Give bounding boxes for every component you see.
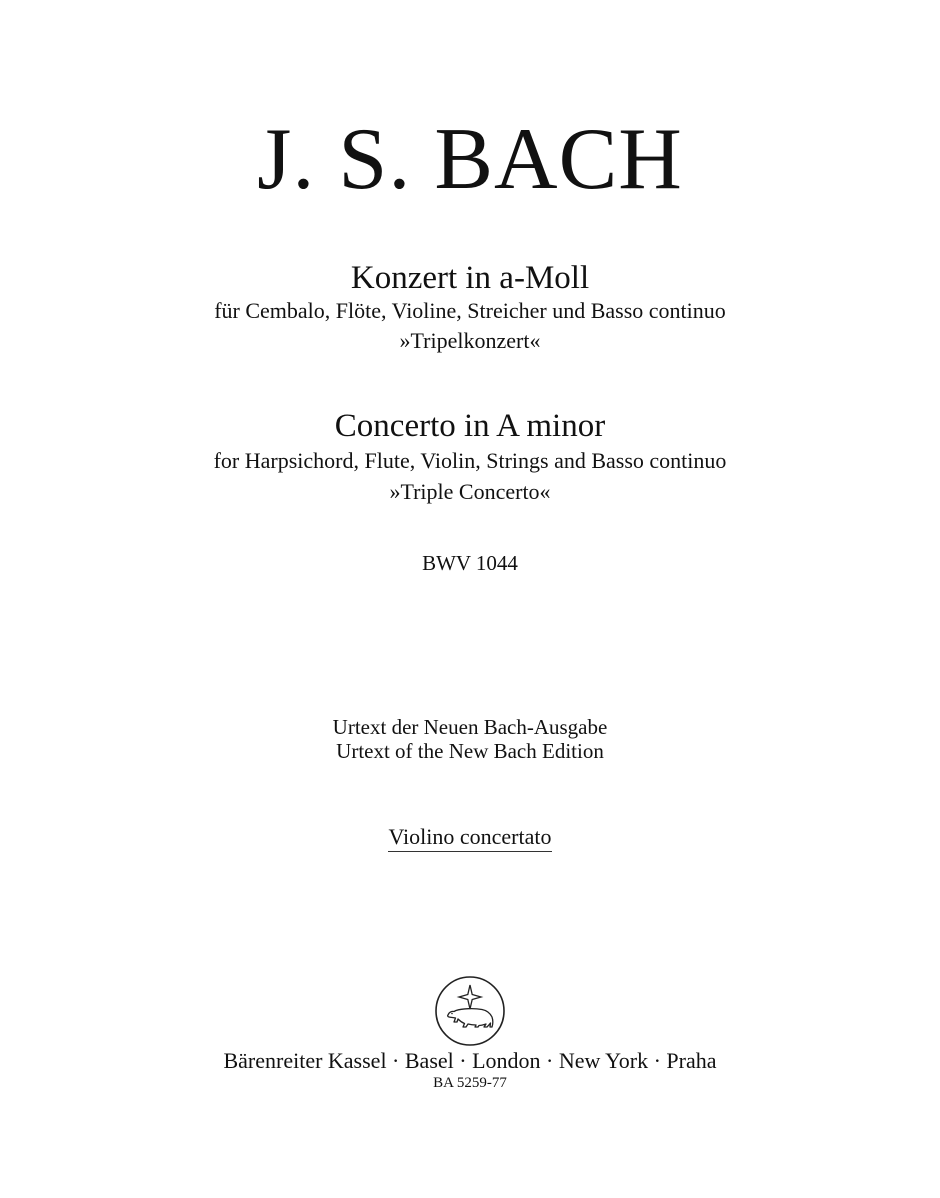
instrumentation-english: for Harpsichord, Flute, Violin, Strings and Basso continuo — [213, 448, 727, 473]
edition-note-english: Urtext of the New Bach Edition — [336, 739, 604, 763]
composer-name: J. S. BACH — [257, 111, 683, 208]
publisher-order-number: BA 5259-77 — [433, 1075, 507, 1091]
work-title-english: Concerto in A minor — [334, 408, 606, 444]
instrumentation-german: für Cembalo, Flöte, Violine, Streicher und Basso continuo — [214, 298, 726, 323]
nickname-english: »Triple Concerto« — [389, 479, 551, 504]
edition-note-german: Urtext der Neuen Bach-Ausgabe — [332, 715, 608, 739]
baerenreiter-bear-star-logo-icon — [432, 973, 508, 1049]
part-label-container — [0, 826, 940, 852]
part-name: Violino concertato — [388, 826, 551, 852]
publisher-cities: Bärenreiter Kassel · Basel · London · New York · Praha — [223, 1048, 717, 1073]
catalogue-number: BWV 1044 — [422, 551, 518, 575]
work-title-german: Konzert in a-Moll — [350, 260, 590, 296]
nickname-german: »Tripelkonzert« — [399, 328, 541, 353]
